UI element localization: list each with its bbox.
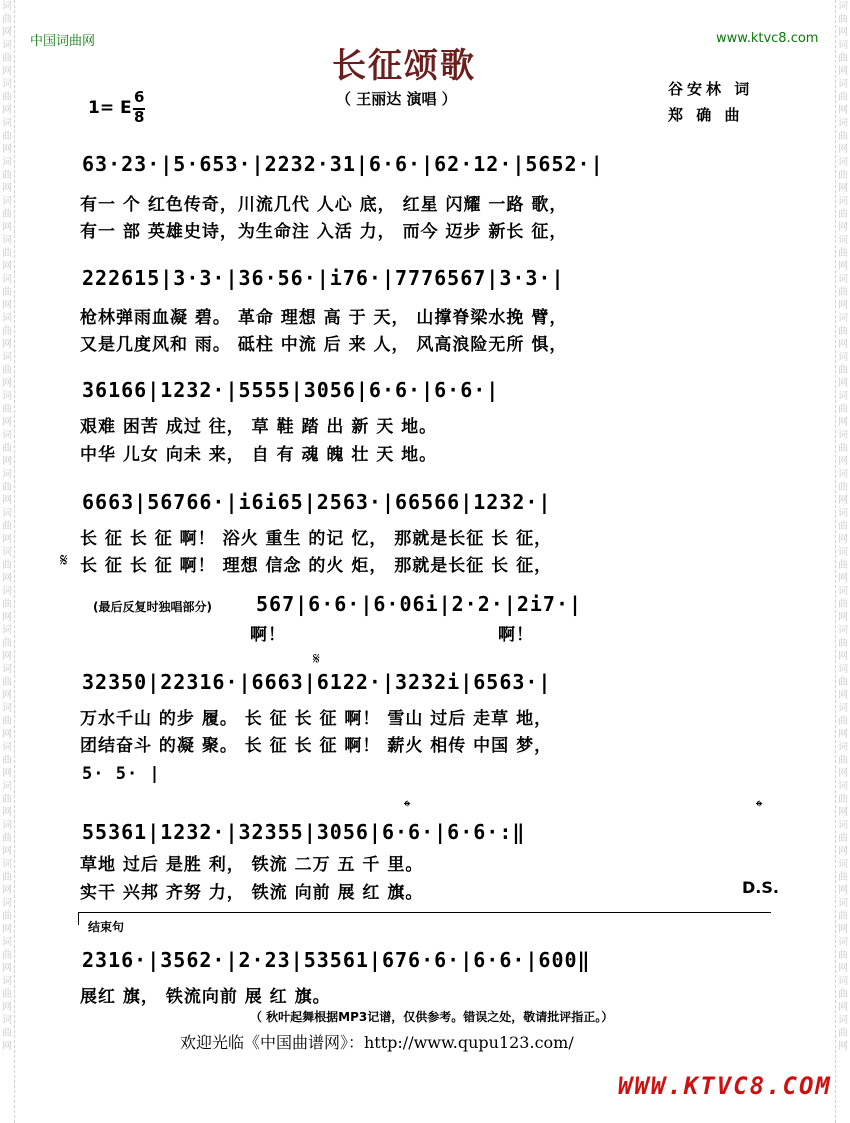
score-row-6-lyric-1: 万水千山 的步 履。 长 征 长 征 啊！ 雪山 过后 走草 地，	[80, 709, 553, 729]
left-site-watermark: 中国词曲网	[30, 34, 96, 49]
score-row-3-lyric-2: 中华 儿女 向未 来， 自 有 魂 魄 壮 天 地。	[80, 445, 438, 465]
score-row-2-lyric-2: 又是几度风和 雨。 砥柱 中流 后 来 人， 风高浪险无所 惧，	[80, 335, 568, 355]
solo-section-label: (最后反复时独唱部分)	[93, 600, 212, 614]
key-signature: 1= E	[88, 98, 132, 118]
lyricist-credit: 谷安林 词	[668, 80, 754, 98]
score-row-5-notes: 567|6·6·|6·06i|2·2·|2i7·|	[256, 592, 583, 616]
score-row-7-lyric-2: 实干 兴邦 齐努 力， 铁流 向前 展 红 旗。	[80, 883, 424, 903]
site-footer-link[interactable]: 欢迎光临《中国曲谱网》：http://www.qupu123.com/	[180, 1033, 574, 1052]
transcription-note: （ 秋叶起舞根据MP3记谱，仅供参考。错误之处，敬请批评指正。）	[250, 1010, 614, 1024]
song-title: 长征颂歌	[332, 46, 476, 86]
right-site-watermark: www.ktvc8.com	[716, 31, 819, 46]
score-row-3-lyric-1: 艰难 困苦 成过 往， 草 鞋 踏 出 新 天 地。	[80, 417, 438, 437]
score-row-8-lyric: 展红 旗， 铁流向前 展 红 旗。	[80, 987, 331, 1007]
score-row-4-lyric-1: 长 征 长 征 啊！ 浴火 重生 的记 忆， 那就是长征 长 征，	[80, 529, 553, 549]
score-row-8-notes: 2316·|3562·|2·23|53561|676·6·|6·6·|600‖	[82, 948, 591, 972]
composer-credit: 郑 确 曲	[668, 106, 744, 124]
right-watermark-strip: 词曲网词曲网词曲网词曲网词曲网词曲网词曲网词曲网词曲网词曲网词曲网词曲网词曲网词曲网词曲网词曲网词曲网词曲网词曲网词曲网词曲网词曲网词曲网词曲网词曲网词曲网词曲网	[835, 0, 850, 1123]
left-watermark-strip: 词曲网词曲网词曲网词曲网词曲网词曲网词曲网词曲网词曲网词曲网词曲网词曲网词曲网词曲网词曲网词曲网词曲网词曲网词曲网词曲网词曲网词曲网词曲网词曲网词曲网词曲网词曲网	[0, 0, 15, 1123]
segno-sign-2: 𝄋	[313, 649, 320, 668]
coda-sign-2: 𝄌	[756, 797, 763, 818]
score-row-4-lyric-2: 长 征 长 征 啊！ 理想 信念 的火 炬， 那就是长征 长 征，	[80, 556, 553, 576]
ktvc8-logo: WWW.KTVC8.COM	[618, 1072, 832, 1100]
time-signature-bottom: 8	[134, 108, 145, 126]
singer-credit: （ 王丽达 演唱 ）	[336, 90, 457, 108]
score-row-5-lyric-b: 啊！	[498, 625, 534, 645]
coda-sign-1: 𝄌	[404, 797, 411, 818]
score-row-7-lyric-1: 草地 过后 是胜 利， 铁流 二万 五 千 里。	[80, 855, 424, 875]
score-row-7-notes: 55361|1232·|32355|3056|6·6·|6·6·:‖	[82, 820, 526, 844]
score-row-4-notes: 6663|56766·|i6i65|2563·|66566|1232·|	[82, 490, 552, 514]
score-row-1-notes: 63·23·|5·653·|2232·31|6·6·|62·12·|5652·|	[82, 152, 604, 176]
score-row-2-notes: 222615|3·3·|36·56·|i76·|7776567|3·3·|	[82, 266, 565, 290]
score-row-6-lower-voice: 5· 5· |	[82, 764, 161, 784]
score-row-3-notes: 36166|1232·|5555|3056|6·6·|6·6·|	[82, 378, 500, 402]
dal-segno-mark: D.S.	[742, 878, 779, 897]
score-row-5-lyric-a: 啊！	[250, 625, 286, 645]
score-row-6-lyric-2: 团结奋斗 的凝 聚。 长 征 长 征 啊！ 薪火 相传 中国 梦，	[80, 736, 553, 756]
score-row-6-notes: 32350|22316·|6663|6122·|3232i|6563·|	[82, 670, 552, 694]
ending-label: 结束句	[88, 920, 125, 934]
score-row-1-lyric-2: 有一 部 英雄史诗，为生命注 入活 力， 而今 迈步 新长 征，	[80, 222, 568, 242]
score-row-1-lyric-1: 有一 个 红色传奇，川流几代 人心 底， 红星 闪耀 一路 歌，	[80, 195, 568, 215]
segno-sign: 𝄋	[60, 550, 68, 571]
time-signature-top: 6	[134, 88, 145, 106]
score-row-2-lyric-1: 枪林弹雨血凝 碧。 革命 理想 高 于 天， 山撑脊梁水挽 臂，	[80, 308, 568, 328]
ending-bracket	[78, 912, 771, 925]
